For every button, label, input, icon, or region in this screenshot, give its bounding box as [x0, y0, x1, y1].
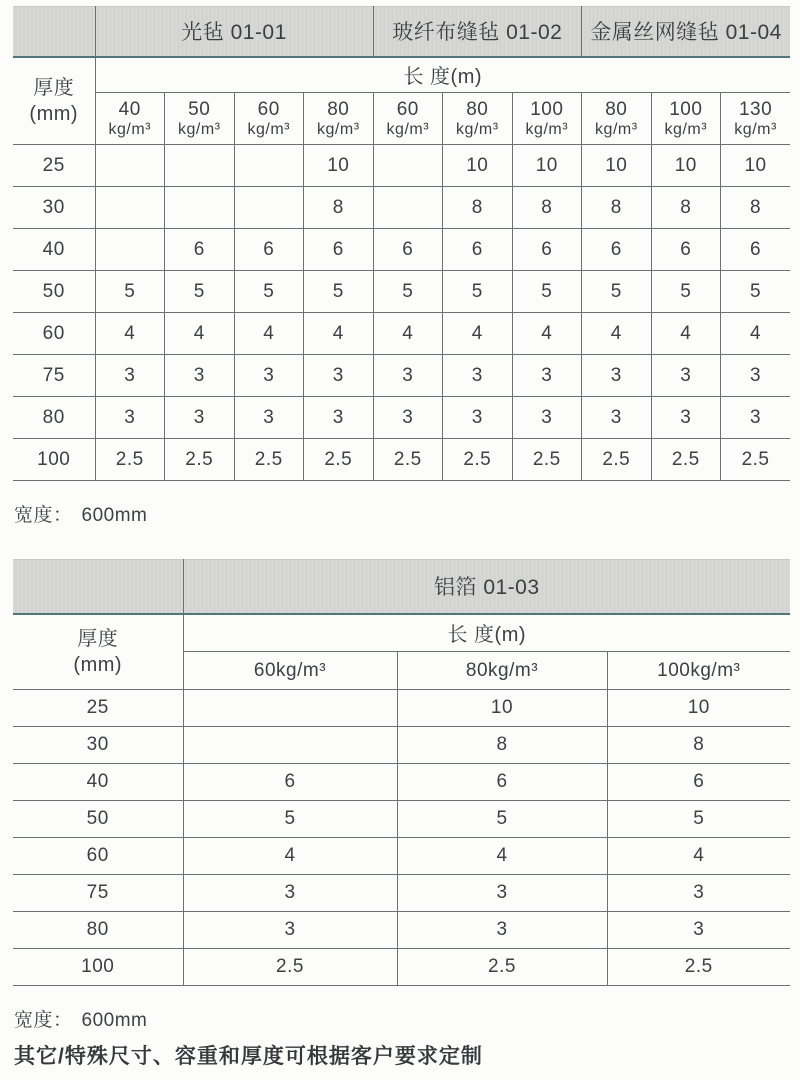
- length-value-cell: 10: [607, 690, 790, 727]
- length-value-cell: 3: [721, 355, 791, 397]
- length-value-cell: 5: [443, 271, 513, 313]
- length-value-cell: 2.5: [721, 439, 791, 481]
- length-value-cell: 3: [721, 397, 791, 439]
- length-value-cell: 4: [721, 313, 791, 355]
- length-value-cell: 3: [95, 397, 165, 439]
- foil-spec-table: [13, 559, 790, 986]
- length-value-cell: 3: [512, 397, 582, 439]
- density-header: 80 kg/m³: [304, 93, 374, 145]
- thickness-unit: (mm): [29, 102, 79, 125]
- length-value-cell: [95, 145, 165, 187]
- table2-length-header-row: [13, 614, 790, 652]
- table1-length-header: 长 度(m): [95, 57, 790, 93]
- length-value-cell: 4: [183, 838, 397, 875]
- length-value-cell: 8: [443, 187, 513, 229]
- table2-title: 铝箔 01-03: [183, 560, 790, 614]
- table-row: [13, 187, 790, 229]
- length-value-cell: 5: [651, 271, 721, 313]
- thickness-cell: 40: [13, 229, 95, 271]
- length-value-cell: 5: [607, 801, 790, 838]
- density-header: 100kg/m³: [607, 652, 790, 690]
- length-value-cell: 3: [234, 397, 304, 439]
- length-value-cell: 2.5: [651, 439, 721, 481]
- table-row: [13, 912, 790, 949]
- width-value: 600mm: [81, 505, 148, 526]
- table-row: [13, 875, 790, 912]
- length-value-cell: 3: [373, 355, 443, 397]
- length-value-cell: 4: [373, 313, 443, 355]
- thickness-cell: 75: [13, 355, 95, 397]
- length-value-cell: 6: [651, 229, 721, 271]
- length-value-cell: 2.5: [234, 439, 304, 481]
- width-value: 600mm: [81, 1010, 148, 1031]
- length-value-cell: 10: [651, 145, 721, 187]
- length-value-cell: 6: [512, 229, 582, 271]
- table-row: [13, 764, 790, 801]
- density-header: 80kg/m³: [397, 652, 607, 690]
- length-value-cell: [183, 727, 397, 764]
- table-row: [13, 271, 790, 313]
- width-label: 宽度：: [14, 505, 73, 526]
- table-row: [13, 949, 790, 986]
- table2-corner-blank: [13, 560, 183, 614]
- custom-size-note: 其它/特殊尺寸、容重和厚度可根据客户要求定制: [14, 1045, 483, 1068]
- length-value-cell: 5: [165, 271, 235, 313]
- length-value-cell: 3: [607, 912, 790, 949]
- thickness-cell: 40: [13, 764, 183, 801]
- table1-density-header-row: [13, 93, 790, 145]
- table-row: [13, 313, 790, 355]
- length-value-cell: [373, 187, 443, 229]
- length-value-cell: [234, 145, 304, 187]
- length-value-cell: 6: [607, 764, 790, 801]
- table1-group-glasscloth-felt: 玻纤布缝毡 01-02: [373, 7, 582, 57]
- density-header: 130 kg/m³: [721, 93, 791, 145]
- length-value-cell: 6: [373, 229, 443, 271]
- density-header: 100 kg/m³: [651, 93, 721, 145]
- length-value-cell: 6: [397, 764, 607, 801]
- length-value-cell: 4: [304, 313, 374, 355]
- length-value-cell: 3: [234, 355, 304, 397]
- table-row: [13, 727, 790, 764]
- length-value-cell: 3: [443, 355, 513, 397]
- table1-length-header-row: [13, 57, 790, 93]
- length-value-cell: 3: [582, 355, 652, 397]
- length-value-cell: 3: [651, 397, 721, 439]
- thickness-cell: 50: [13, 271, 95, 313]
- length-value-cell: 6: [304, 229, 374, 271]
- length-value-cell: 2.5: [607, 949, 790, 986]
- table-row: [13, 801, 790, 838]
- length-value-cell: 4: [651, 313, 721, 355]
- table1-width-note: [14, 500, 790, 526]
- length-value-cell: 4: [512, 313, 582, 355]
- length-value-cell: 10: [397, 690, 607, 727]
- table2-body: [13, 690, 790, 986]
- density-header: 60 kg/m³: [373, 93, 443, 145]
- thickness-cell: 25: [13, 145, 95, 187]
- thickness-cell: 50: [13, 801, 183, 838]
- thickness-unit: (mm): [73, 653, 123, 676]
- length-value-cell: 8: [397, 727, 607, 764]
- felt-spec-table: [13, 6, 790, 481]
- table-row: [13, 145, 790, 187]
- width-label: 宽度：: [14, 1010, 73, 1031]
- density-header: 80 kg/m³: [443, 93, 513, 145]
- length-value-cell: 2.5: [443, 439, 513, 481]
- length-value-cell: 8: [512, 187, 582, 229]
- thickness-cell: 80: [13, 397, 95, 439]
- thickness-cell: 75: [13, 875, 183, 912]
- length-value-cell: 2.5: [512, 439, 582, 481]
- thickness-cell: 30: [13, 187, 95, 229]
- length-value-cell: 8: [304, 187, 374, 229]
- thickness-label: 厚度: [33, 76, 75, 99]
- length-value-cell: 2.5: [183, 949, 397, 986]
- length-value-cell: 6: [443, 229, 513, 271]
- length-value-cell: 3: [183, 912, 397, 949]
- table1-thickness-header: [13, 57, 95, 145]
- length-value-cell: [234, 187, 304, 229]
- thickness-cell: 80: [13, 912, 183, 949]
- table-row: [13, 838, 790, 875]
- length-value-cell: 5: [95, 271, 165, 313]
- length-value-cell: 5: [582, 271, 652, 313]
- thickness-cell: 25: [13, 690, 183, 727]
- length-value-cell: 5: [721, 271, 791, 313]
- length-value-cell: 8: [582, 187, 652, 229]
- length-value-cell: 2.5: [397, 949, 607, 986]
- density-header: 50 kg/m³: [165, 93, 235, 145]
- length-value-cell: 8: [651, 187, 721, 229]
- length-value-cell: 2.5: [95, 439, 165, 481]
- length-value-cell: 3: [512, 355, 582, 397]
- table2-thickness-header: [13, 614, 183, 690]
- length-value-cell: 10: [512, 145, 582, 187]
- length-value-cell: 10: [582, 145, 652, 187]
- table-row: [13, 355, 790, 397]
- thickness-cell: 60: [13, 313, 95, 355]
- length-value-cell: 2.5: [304, 439, 374, 481]
- length-value-cell: [183, 690, 397, 727]
- length-value-cell: 5: [183, 801, 397, 838]
- thickness-cell: 30: [13, 727, 183, 764]
- length-value-cell: [95, 187, 165, 229]
- length-value-cell: 4: [397, 838, 607, 875]
- table-row: [13, 439, 790, 481]
- length-value-cell: 4: [234, 313, 304, 355]
- length-value-cell: 3: [183, 875, 397, 912]
- length-value-cell: 4: [607, 838, 790, 875]
- length-value-cell: 4: [443, 313, 513, 355]
- table1-group-plain-felt: 光毡 01-01: [95, 7, 373, 57]
- length-value-cell: 4: [582, 313, 652, 355]
- table2-product-header-row: [13, 560, 790, 614]
- length-value-cell: 5: [397, 801, 607, 838]
- length-value-cell: 3: [651, 355, 721, 397]
- length-value-cell: 3: [304, 355, 374, 397]
- density-header: 60kg/m³: [183, 652, 397, 690]
- length-value-cell: 3: [95, 355, 165, 397]
- length-value-cell: 8: [607, 727, 790, 764]
- thickness-cell: 100: [13, 949, 183, 986]
- length-value-cell: 4: [95, 313, 165, 355]
- length-value-cell: 3: [304, 397, 374, 439]
- length-value-cell: 6: [165, 229, 235, 271]
- table-row: [13, 397, 790, 439]
- density-header: 40 kg/m³: [95, 93, 165, 145]
- length-value-cell: 10: [443, 145, 513, 187]
- thickness-label: 厚度: [77, 627, 119, 650]
- length-value-cell: 6: [721, 229, 791, 271]
- table2-length-header: 长 度(m): [183, 614, 790, 652]
- length-value-cell: 10: [721, 145, 791, 187]
- table1-body: [13, 145, 790, 481]
- length-value-cell: 2.5: [582, 439, 652, 481]
- length-value-cell: [165, 187, 235, 229]
- length-value-cell: 3: [582, 397, 652, 439]
- length-value-cell: 3: [443, 397, 513, 439]
- table-row: [13, 229, 790, 271]
- table-row: [13, 690, 790, 727]
- table1-product-header-row: [13, 7, 790, 57]
- length-value-cell: 3: [373, 397, 443, 439]
- table2-width-note: [14, 1005, 790, 1031]
- length-value-cell: 6: [234, 229, 304, 271]
- length-value-cell: 8: [721, 187, 791, 229]
- length-value-cell: [373, 145, 443, 187]
- density-header: 80 kg/m³: [582, 93, 652, 145]
- length-value-cell: 6: [183, 764, 397, 801]
- length-value-cell: 5: [304, 271, 374, 313]
- length-value-cell: 3: [607, 875, 790, 912]
- density-header: 100 kg/m³: [512, 93, 582, 145]
- thickness-cell: 60: [13, 838, 183, 875]
- length-value-cell: 5: [373, 271, 443, 313]
- length-value-cell: 3: [397, 912, 607, 949]
- length-value-cell: 4: [165, 313, 235, 355]
- length-value-cell: 3: [397, 875, 607, 912]
- density-header: 60 kg/m³: [234, 93, 304, 145]
- length-value-cell: 2.5: [165, 439, 235, 481]
- length-value-cell: 5: [512, 271, 582, 313]
- length-value-cell: 6: [582, 229, 652, 271]
- length-value-cell: 2.5: [373, 439, 443, 481]
- table1-corner-blank: [13, 7, 95, 57]
- table1-group-wiremesh-felt: 金属丝网缝毡 01-04: [582, 7, 791, 57]
- length-value-cell: [165, 145, 235, 187]
- length-value-cell: 3: [165, 355, 235, 397]
- length-value-cell: 3: [165, 397, 235, 439]
- length-value-cell: [95, 229, 165, 271]
- length-value-cell: 5: [234, 271, 304, 313]
- thickness-cell: 100: [13, 439, 95, 481]
- length-value-cell: 10: [304, 145, 374, 187]
